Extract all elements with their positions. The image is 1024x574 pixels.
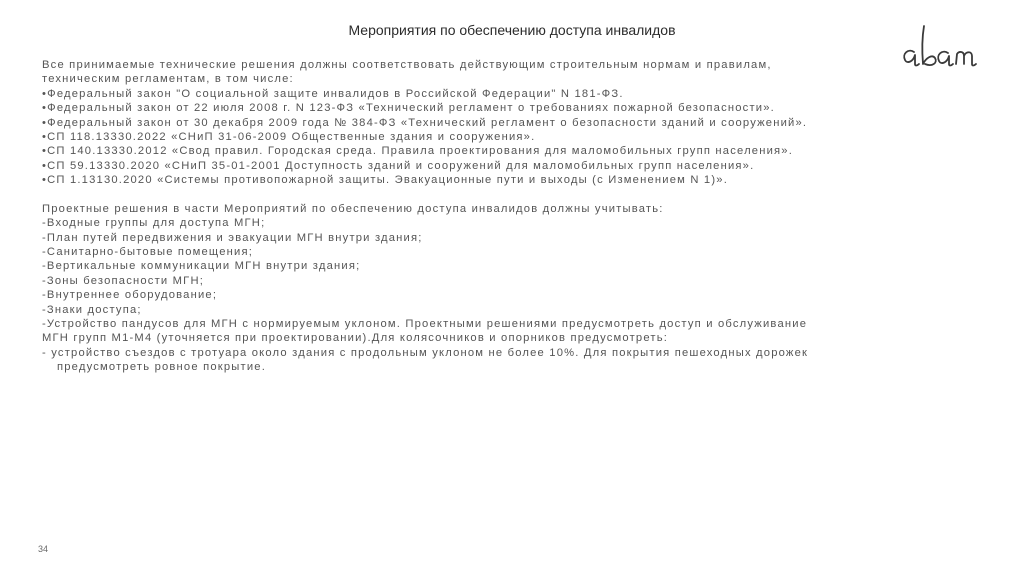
page-number: 34 — [38, 544, 49, 554]
requirement-item: -Санитарно-бытовые помещения; — [42, 246, 254, 259]
requirement-item: -Знаки доступа; — [42, 303, 142, 316]
norm-item: •СП 118.13330.2022 «СНиП 31-06-2009 Общественные здания и сооружения». — [42, 130, 536, 143]
requirement-item: -Зоны безопасности МГН; — [42, 274, 205, 287]
requirement-item: -Внутреннее оборудование; — [42, 289, 218, 302]
slide-body — [42, 58, 902, 375]
norm-item: •СП 59.13330.2020 «СНиП 35-01-2001 Доступность зданий и сооружений для маломобильных групп населения». — [42, 159, 755, 172]
norm-item: •Федеральный закон от 30 декабря 2009 года № 384-ФЗ «Технический регламент о безопасности зданий и сооружений». — [42, 116, 808, 129]
requirement-item: - устройство съездов с тротуара около здания с продольным уклоном не более 10%. Для покрытия пешеходных дорожек — [42, 346, 809, 359]
paragraph-gap — [42, 188, 902, 202]
norm-item: •Федеральный закон "О социальной защите инвалидов в Российской Федерации" N 181-ФЗ. — [42, 87, 624, 100]
intro-line: Все принимаемые технические решения должны соответствовать действующим строительным нормам и правилам, — [42, 59, 772, 71]
intro-line: техническим регламентам, в том числе: — [42, 73, 294, 86]
requirement-item: -Вертикальные коммуникации МГН внутри здания; — [42, 260, 361, 273]
norm-item: •СП 140.13330.2012 «Свод правил. Городская среда. Правила проектирования для маломобильных групп населения». — [42, 145, 794, 158]
requirement-item: -План путей передвижения и эвакуации МГН внутри здания; — [42, 231, 423, 244]
requirement-item: МГН групп М1-М4 (уточняется при проектировании).Для колясочников и опорников предусмотреть: — [42, 332, 669, 345]
requirement-item: -Входные группы для доступа МГН; — [42, 217, 266, 230]
logo-svg — [898, 22, 1008, 82]
requirement-continuation: предусмотреть ровное покрытие. — [57, 361, 267, 374]
norm-item: •СП 1.13130.2020 «Системы противопожарной защиты. Эвакуационные пути и выходы (с Изменением N 1)». — [42, 174, 729, 187]
requirements-intro: Проектные решения в части Мероприятий по обеспечению доступа инвалидов должны учитывать: — [42, 202, 664, 215]
norm-item: •Федеральный закон от 22 июля 2008 г. N 123-ФЗ «Технический регламент о требованиях пожарной безопасности». — [42, 102, 775, 115]
handwritten-logo-icon — [898, 22, 1008, 82]
requirement-item: -Устройство пандусов для МГН с нормируемым уклоном. Проектными решениями предусмотреть доступ и обслуживание — [42, 318, 808, 331]
slide-title: Мероприятия по обеспечению доступа инвалидов — [348, 22, 676, 38]
